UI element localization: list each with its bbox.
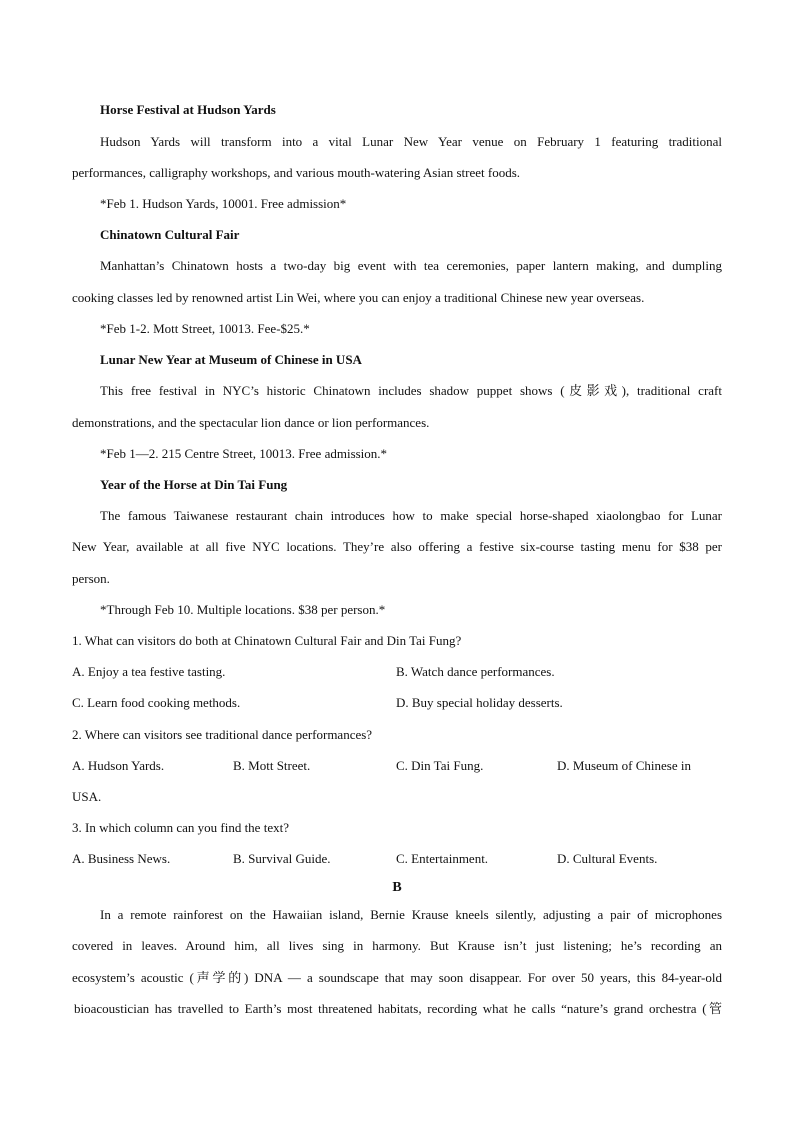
question-stem: 3. In which column can you find the text?: [72, 820, 289, 835]
answer-option-continuation: USA.: [72, 789, 102, 804]
answer-option: B. Survival Guide.: [233, 851, 331, 866]
event-title: Chinatown Cultural Fair: [100, 227, 240, 242]
event-info: *Feb 1-2. Mott Street, 10013. Fee-$25.*: [100, 321, 310, 336]
event-body-line: performances, calligraphy workshops, and various mouth-watering Asian street foods.: [72, 165, 521, 180]
answer-option: C. Learn food cooking methods.: [72, 695, 241, 710]
event-info: *Feb 1—2. 215 Centre Street, 10013. Free admission.*: [100, 446, 388, 461]
passage-line: bioacoustician has travelled to Earth’s most threatened habitats, recording what he calls “nature’s grand orchestra (管: [74, 1001, 722, 1016]
passage-line: In a remote rainforest on the Hawaiian island, Bernie Krause kneels silently, adjusting a pair of microphones: [100, 907, 722, 922]
answer-option: B. Mott Street.: [233, 758, 311, 773]
answer-option: C. Entertainment.: [396, 851, 489, 866]
answer-option: C. Din Tai Fung.: [396, 758, 484, 773]
event-title: Horse Festival at Hudson Yards: [100, 102, 276, 117]
event-title: Year of the Horse at Din Tai Fung: [100, 477, 288, 492]
event-body-line: This free festival in NYC’s historic Chinatown includes shadow puppet shows (皮影戏), traditional craft: [100, 383, 722, 398]
answer-option: A. Hudson Yards.: [72, 758, 165, 773]
event-info: *Through Feb 10. Multiple locations. $38 per person.*: [100, 602, 386, 617]
event-body-line: New Year, available at all five NYC locations. They’re also offering a festive six-course tasting menu for $38 per: [72, 539, 722, 554]
answer-option: B. Watch dance performances.: [396, 664, 555, 679]
event-title: Lunar New Year at Museum of Chinese in USA: [100, 352, 362, 367]
event-info: *Feb 1. Hudson Yards, 10001. Free admission*: [100, 196, 347, 211]
event-body-line: Manhattan’s Chinatown hosts a two-day big event with tea ceremonies, paper lantern making, and dumpling: [100, 258, 722, 273]
event-body-line: Hudson Yards will transform into a vital Lunar New Year venue on February 1 featuring traditional: [100, 134, 722, 149]
event-body-line: The famous Taiwanese restaurant chain introduces how to make special horse-shaped xiaolongbao for Lunar: [100, 508, 722, 523]
answer-option: A. Business News.: [72, 851, 171, 866]
question-stem: 2. Where can visitors see traditional dance performances?: [72, 727, 373, 742]
passage-line: covered in leaves. Around him, all lives sing in harmony. But Krause isn’t just listening; he’s recording an: [72, 938, 722, 953]
answer-option: D. Museum of Chinese in: [557, 758, 691, 773]
answer-option: A. Enjoy a tea festive tasting.: [72, 664, 226, 679]
passage-line: ecosystem’s acoustic (声学的) DNA — a soundscape that may soon disappear. For over 50 years, this 84-year-old: [72, 970, 722, 985]
event-body-line: cooking classes led by renowned artist Lin Wei, where you can enjoy a traditional Chinese new year overseas.: [72, 290, 645, 305]
section-heading: B: [392, 880, 402, 895]
event-body-line: person.: [72, 571, 110, 586]
answer-option: D. Buy special holiday desserts.: [396, 695, 563, 710]
event-body-line: demonstrations, and the spectacular lion dance or lion performances.: [72, 415, 430, 430]
answer-option: D. Cultural Events.: [557, 851, 658, 866]
question-stem: 1. What can visitors do both at Chinatown Cultural Fair and Din Tai Fung?: [72, 633, 462, 648]
